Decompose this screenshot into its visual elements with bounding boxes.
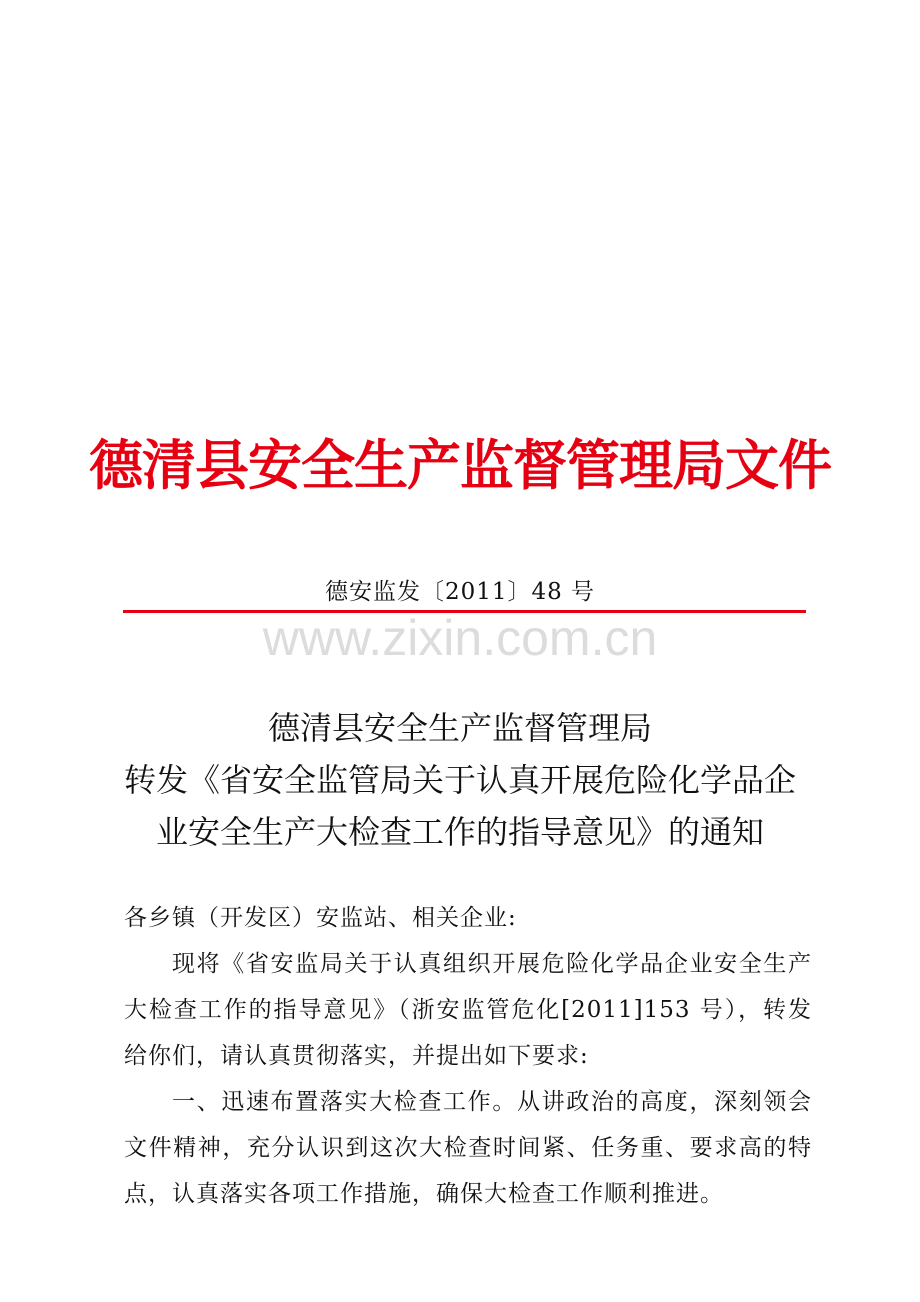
title-line-3: 业安全生产大检查工作的指导意见》的通知 xyxy=(155,813,764,851)
title-line-2: 转发《省安全监管局关于认真开展危险化学品企 xyxy=(123,761,796,799)
notice-title xyxy=(100,702,820,858)
issuer-banner: 德清县安全生产监督管理局文件 xyxy=(89,433,831,497)
watermark: www.zixin.com.cn xyxy=(262,610,658,666)
salutation: 各乡镇（开发区）安监站、相关企业: xyxy=(124,905,517,931)
body-paragraph-1: 现将《省安监局关于认真组织开展危险化学品企业安全生产大检查工作的指导意见》（浙安监管危化[2011]153 号），转发给你们，请认真贯彻落实，并提出如下要求: xyxy=(124,951,812,1069)
body-paragraph-2: 一、迅速布置落实大检查工作。从讲政治的高度，深刻领会文件精神，充分认识到这次大检查时间紧、任务重、要求高的特点，认真落实各项工作措施，确保大检查工作顺利推进。 xyxy=(124,1089,812,1207)
title-line-1: 德清县安全生产监督管理局 xyxy=(267,709,652,747)
document-number: 德安监发〔2011〕48 号 xyxy=(324,579,596,605)
notice-body xyxy=(124,895,812,1217)
